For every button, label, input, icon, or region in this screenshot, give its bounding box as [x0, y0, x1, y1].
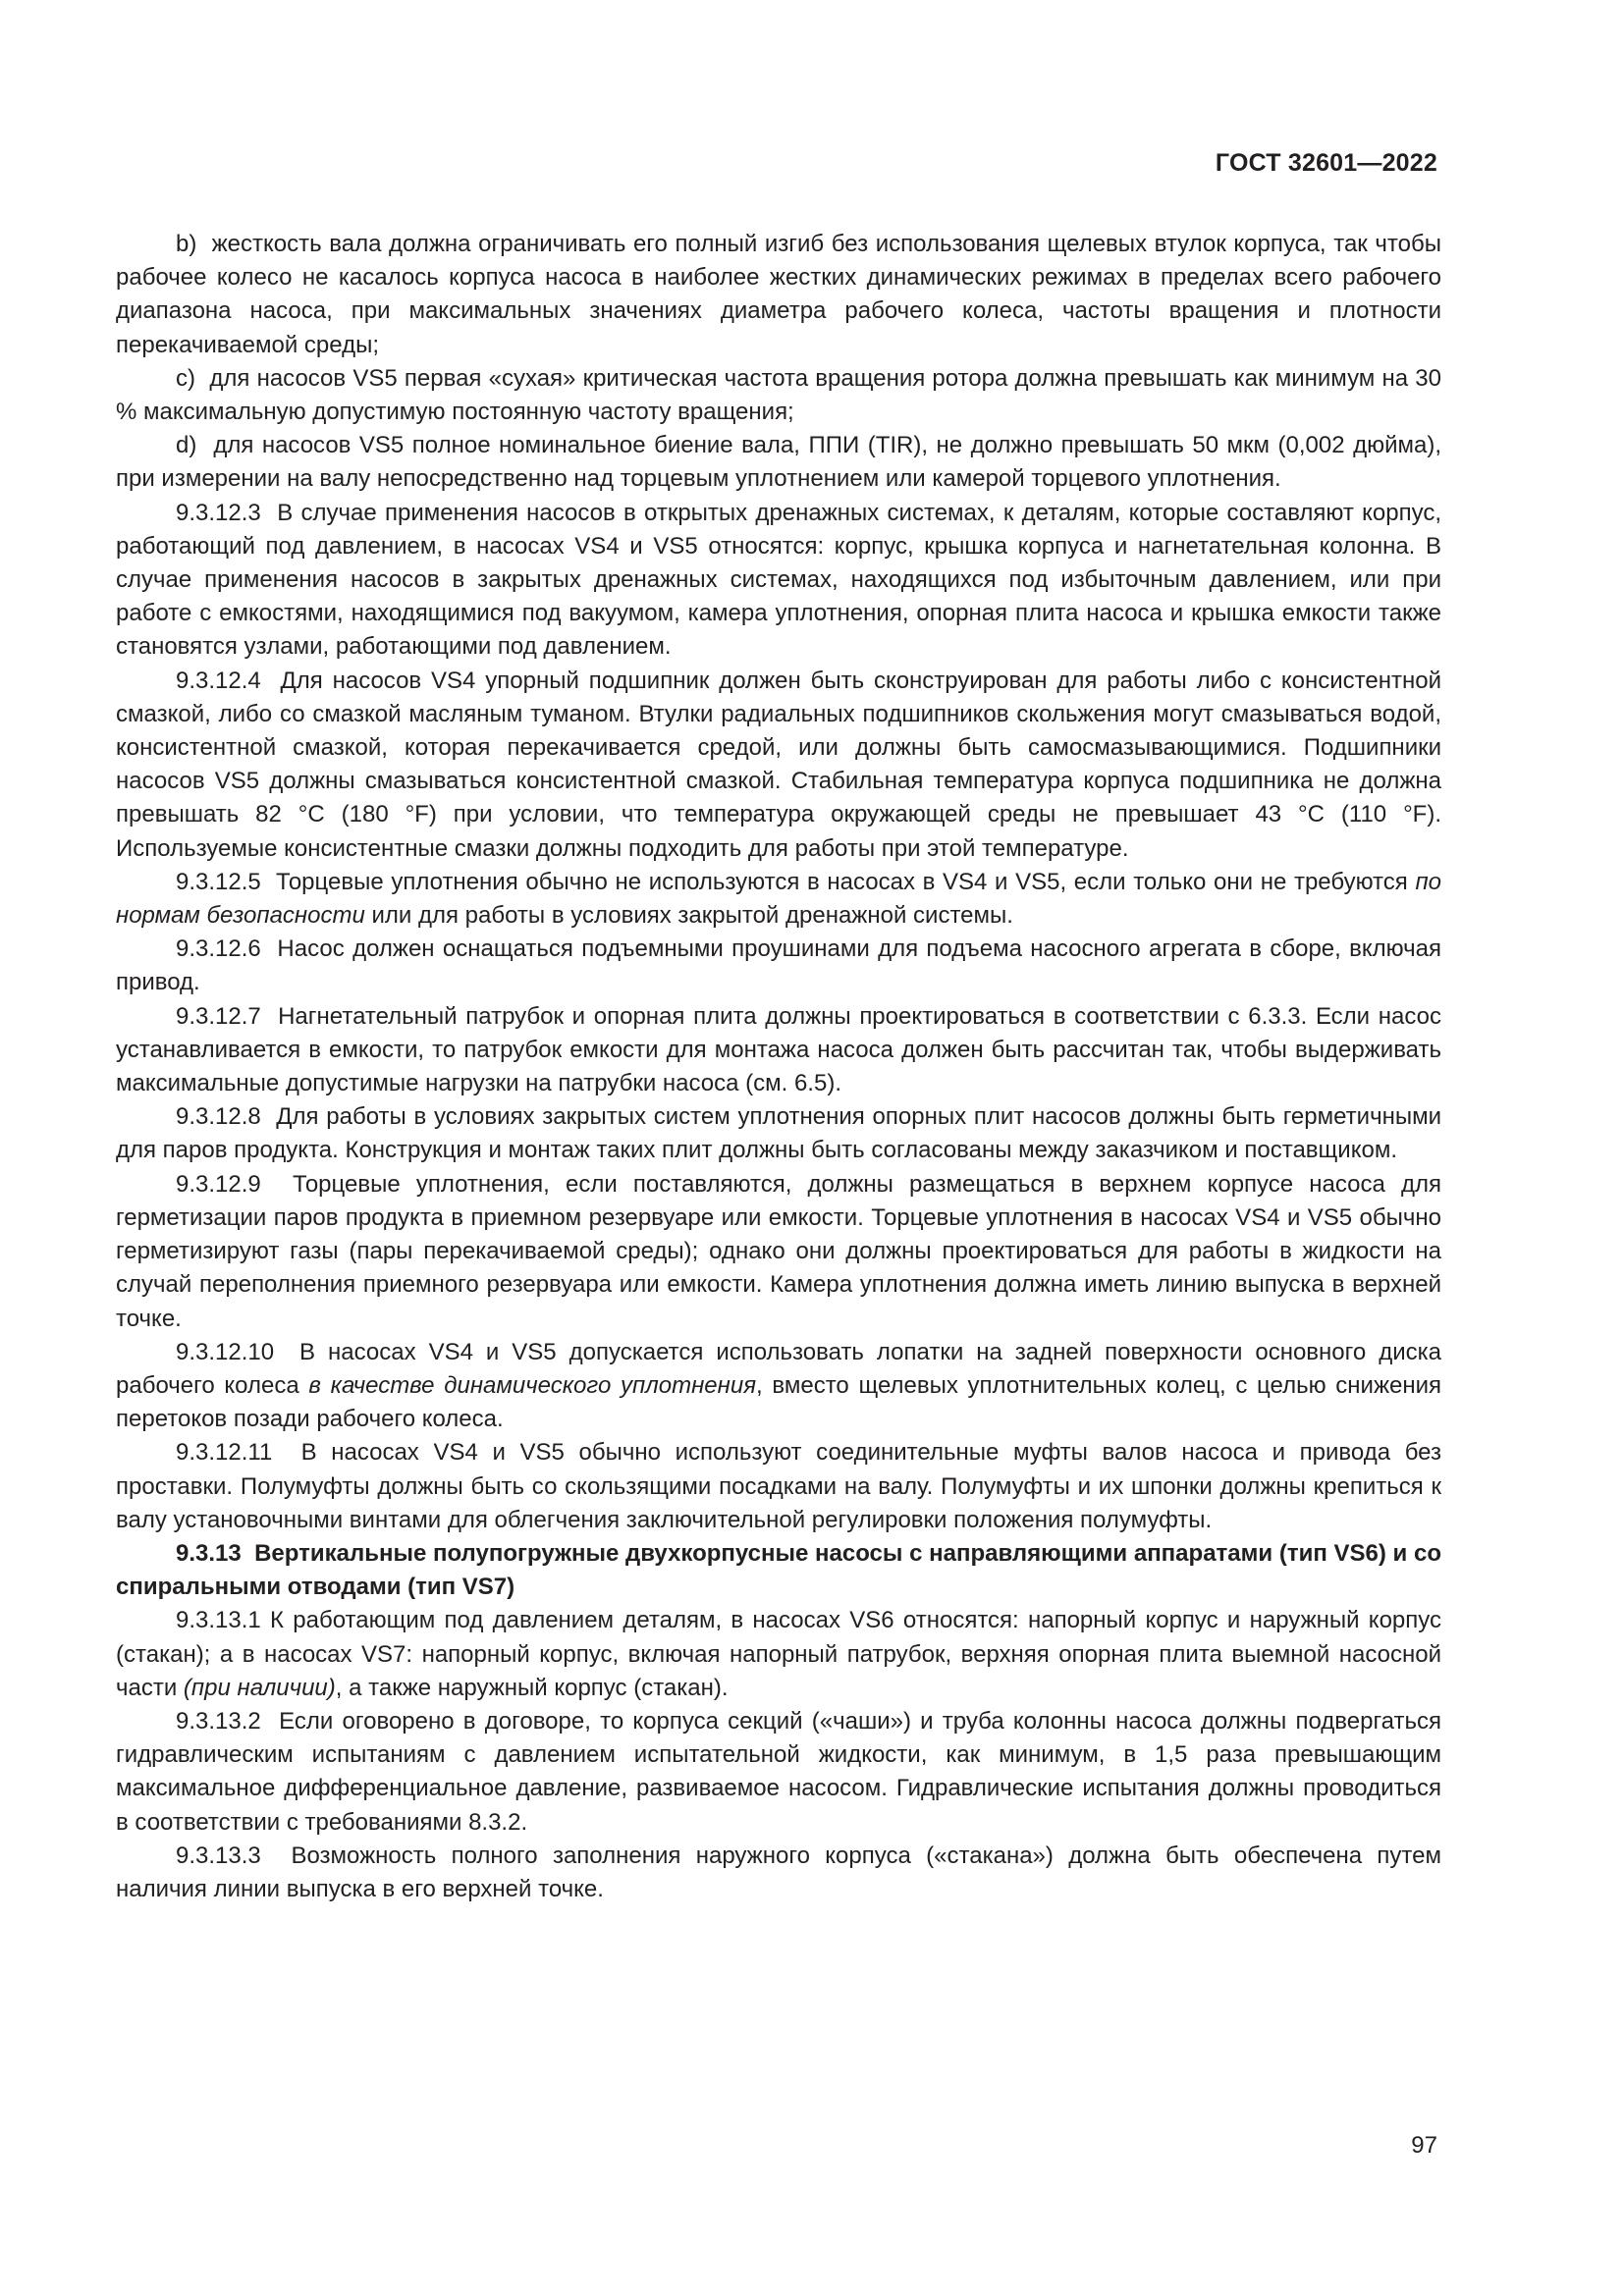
italic-phrase: в качестве динамического уплотнения [308, 1371, 757, 1399]
paragraph-item-b: b) жесткость вала должна ограничивать его полный изгиб без использования щелевых втулок корпуса, так чтобы рабочее колесо не касалось корпуса насоса в наиболее жестких динамических режимах в пределах всего рабочего диапазона насоса, при максимальных значениях диаметра рабочего колеса, частоты вращения и плотности перекачиваемой среды; [116, 231, 1441, 358]
paragraph-9-3-12-7: 9.3.12.7 Нагнетательный патрубок и опорная плита должны проектироваться в соответствии с 6.3.3. Если насос устанавливается в емкости, то патрубок емкости для монтажа насоса должен быть рассчитан так, чтобы выдерживать максимальные допустимые нагрузки на патрубки насоса (см. 6.5). [116, 1002, 1441, 1097]
paragraph-item-c: c) для насосов VS5 первая «сухая» критическая частота вращения ротора должна превышать как минимум на 30 % максимальную допустимую постоянную частоту вращения; [116, 364, 1441, 426]
document-code: ГОСТ 32601—2022 [1215, 149, 1437, 177]
paragraph-9-3-12-8: 9.3.12.8 Для работы в условиях закрытых систем уплотнения опорных плит насосов должны быть герметичными для паров продукта. Конструкция и монтаж таких плит должны быть согласованы между заказчиком и поставщиком. [116, 1103, 1441, 1164]
page-number: 97 [1411, 2132, 1437, 2159]
paragraph-item-d: d) для насосов VS5 полное номинальное биение вала, ППИ (TIR), не должно превышать 50 мкм (0,002 дюйма), при измерении на валу непосредственно над торцевым уплотнением или камерой торцевого уплотнения. [116, 432, 1441, 493]
paragraph-9-3-12-10 [116, 1336, 1441, 1437]
paragraph-text: 9.3.12.10 В насосах VS4 и VS5 допускается использовать лопатки на задней поверхности основного диска рабочего колеса [116, 1338, 1441, 1399]
paragraph-9-3-13-3: 9.3.13.3 Возможность полного заполнения наружного корпуса («стакана») должна быть обеспечена путем наличия линии выпуска в его верхней точке. [116, 1842, 1441, 1902]
section-heading-9-3-13: 9.3.13 Вертикальные полупогружные двухкорпусные насосы с направляющими аппаратами (тип VS6) и со спиральными отводами (тип VS7) [116, 1539, 1441, 1601]
paragraph-9-3-12-3: 9.3.12.3 В случае применения насосов в открытых дренажных системах, к деталям, которые составляют корпус, работающий под давлением, в насосах VS4 и VS5 относятся: корпус, крышка корпуса и нагнетательная колонна. В случае применения насосов в закрытых дренажных системах, находящихся под избыточным давлением, или при работе с емкостями, находящимися под вакуумом, камера уплотнения, опорная плита насоса и крышка емкости также становятся узлами, работающими под давлением. [116, 499, 1441, 661]
paragraph-text: 9.3.12.5 Торцевые уплотнения обычно не используются в насосах в VS4 и VS5, если только они не требуются [176, 868, 1416, 895]
paragraph-9-3-13-1 [116, 1604, 1441, 1705]
paragraph-9-3-12-5 [116, 866, 1441, 933]
paragraph-text: , вместо щелевых уплотнительных колец, с целью снижения перетоков позади рабочего колеса. [116, 1371, 1442, 1433]
paragraph-9-3-12-6: 9.3.12.6 Насос должен оснащаться подъемными проушинами для подъема насосного агрегата в сборе, включая привод. [116, 935, 1441, 996]
paragraph-9-3-12-11: 9.3.12.11 В насосах VS4 и VS5 обычно используют соединительные муфты валов насоса и привода без проставки. Полумуфты должны быть со скользящими посадками на валу. Полумуфты и их шпонки должны крепиться к валу установочными винтами для облегчения заключительной регулировки положения полумуфты. [116, 1439, 1441, 1533]
paragraph-9-3-13-2: 9.3.13.2 Если оговорено в договоре, то корпуса секций («чаши») и труба колонны насоса должны подвергаться гидравлическим испытаниям с давлением испытательной жидкости, как минимум, в 1,5 раза превышающим максимальное дифференциальное давление, развиваемое насосом. Гидравлические испытания должны проводиться в соответствии с требованиями 8.3.2. [116, 1707, 1441, 1836]
paragraph-text: или для работы в условиях закрытой дренажной системы. [364, 902, 1013, 930]
italic-phrase: (при наличии) [183, 1674, 336, 1701]
paragraph-9-3-12-4: 9.3.12.4 Для насосов VS4 упорный подшипник должен быть сконструирован для работы либо с консистентной смазкой, либо со смазкой масляным туманом. Втулки радиальных подшипников скольжения могут смазываться водой, консистентной смазкой, которая перекачивается средой, или должны быть самосмазывающимися. Подшипники насосов VS5 должны смазываться консистентной смазкой. Стабильная температура корпуса подшипника не должна превышать 82 °C (180 °F) при условии, что температура окружающей среды не превышает 43 °C (110 °F). Используемые консистентные смазки должны подходить для работы при этой температуре. [116, 667, 1441, 862]
paragraph-text: 9.3.13.1 К работающим под давлением деталям, в насосах VS6 относятся: напорный корпус и наружный корпус (стакан); а в насосах VS7: напорный корпус, включая напорный патрубок, верхняя опорная плита выемной насосной части [116, 1607, 1441, 1701]
paragraph-text: , а также наружный корпус (стакан). [335, 1674, 729, 1701]
document-body [116, 228, 1441, 1906]
italic-phrase: по нормам безопасности [116, 868, 1441, 930]
paragraph-9-3-12-9: 9.3.12.9 Торцевые уплотнения, если поставляются, должны размещаться в верхнем корпусе насоса для герметизации паров продукта в приемном резервуаре или емкости. Торцевые уплотнения в насосах VS4 и VS5 обычно герметизируют газы (пары перекачиваемой среды); однако они должны проектироваться для работы в жидкости на случай переполнения приемного резервуара или емкости. Камера уплотнения должна иметь линию выпуска в верхней точке. [116, 1170, 1441, 1332]
